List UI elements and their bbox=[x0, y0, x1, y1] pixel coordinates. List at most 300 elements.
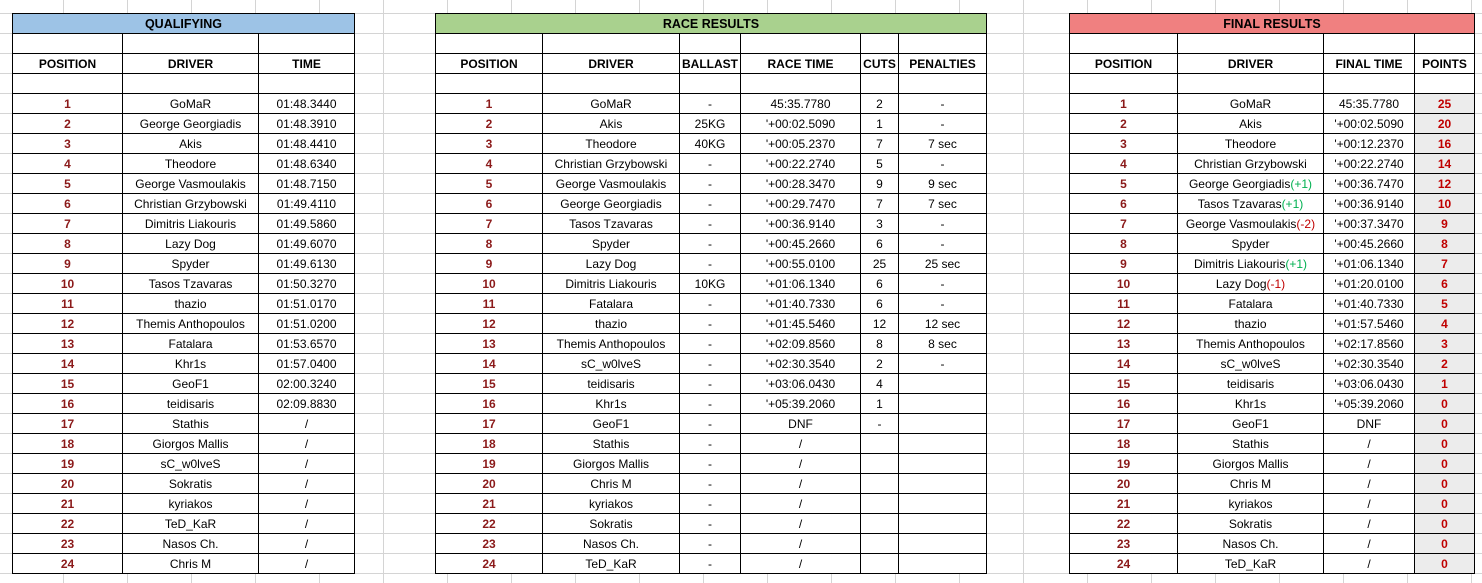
driver-cell bbox=[1178, 474, 1324, 494]
driver-name: teidisaris bbox=[1226, 376, 1275, 391]
cuts-cell: 9 bbox=[861, 174, 899, 194]
race-row bbox=[436, 114, 987, 134]
col-header-driver: DRIVER bbox=[123, 54, 259, 74]
time-cell: 02:00.3240 bbox=[259, 374, 355, 394]
cuts-cell: 6 bbox=[861, 294, 899, 314]
driver-cell bbox=[1178, 514, 1324, 534]
driver-cell: thazio bbox=[123, 294, 259, 314]
qualifying-row bbox=[13, 334, 355, 354]
spacer-row bbox=[13, 74, 355, 94]
race-time-cell: '+00:22.2740 bbox=[741, 154, 861, 174]
position-cell: 8 bbox=[1070, 234, 1178, 254]
points-cell: 9 bbox=[1415, 214, 1475, 234]
penalties-cell: 8 sec bbox=[899, 334, 987, 354]
penalties-cell: - bbox=[899, 354, 987, 374]
time-cell: 01:49.6130 bbox=[259, 254, 355, 274]
cuts-cell: 7 bbox=[861, 134, 899, 154]
driver-cell: Themis Anthopoulos bbox=[543, 334, 680, 354]
race-time-cell: '+02:09.8560 bbox=[741, 334, 861, 354]
points-cell: 0 bbox=[1415, 414, 1475, 434]
position-cell: 9 bbox=[13, 254, 123, 274]
driver-cell: Christian Grzybowski bbox=[123, 194, 259, 214]
cuts-cell bbox=[861, 494, 899, 514]
penalties-cell: 9 sec bbox=[899, 174, 987, 194]
qualifying-row bbox=[13, 174, 355, 194]
race-time-cell: / bbox=[741, 494, 861, 514]
position-cell: 24 bbox=[436, 554, 543, 574]
final-row bbox=[1070, 434, 1475, 454]
ballast-cell: - bbox=[680, 394, 741, 414]
cuts-cell bbox=[861, 474, 899, 494]
time-cell: 01:48.6340 bbox=[259, 154, 355, 174]
cuts-cell: 1 bbox=[861, 394, 899, 414]
penalties-cell: 7 sec bbox=[899, 194, 987, 214]
driver-cell bbox=[1178, 334, 1324, 354]
driver-cell bbox=[1178, 114, 1324, 134]
cuts-cell: 4 bbox=[861, 374, 899, 394]
final-time-cell: / bbox=[1324, 454, 1415, 474]
time-cell: / bbox=[259, 514, 355, 534]
race-row bbox=[436, 534, 987, 554]
driver-cell: Nasos Ch. bbox=[123, 534, 259, 554]
driver-cell bbox=[1178, 394, 1324, 414]
penalties-cell: - bbox=[899, 114, 987, 134]
position-cell: 23 bbox=[1070, 534, 1178, 554]
final-time-cell: '+00:12.2370 bbox=[1324, 134, 1415, 154]
driver-cell bbox=[1178, 174, 1324, 194]
final-time-cell: '+02:17.8560 bbox=[1324, 334, 1415, 354]
points-cell: 0 bbox=[1415, 534, 1475, 554]
points-cell: 0 bbox=[1415, 554, 1475, 574]
time-cell: 01:48.3440 bbox=[259, 94, 355, 114]
driver-name: GeoF1 bbox=[1232, 416, 1269, 431]
time-cell: 01:53.6570 bbox=[259, 334, 355, 354]
race-row bbox=[436, 414, 987, 434]
final-row bbox=[1070, 174, 1475, 194]
final-time-cell: '+00:22.2740 bbox=[1324, 154, 1415, 174]
race-row bbox=[436, 134, 987, 154]
position-cell: 4 bbox=[436, 154, 543, 174]
driver-cell: thazio bbox=[543, 314, 680, 334]
qualifying-row bbox=[13, 154, 355, 174]
points-cell: 8 bbox=[1415, 234, 1475, 254]
final-time-cell: '+01:20.0100 bbox=[1324, 274, 1415, 294]
driver-cell: Fatalara bbox=[123, 334, 259, 354]
final-row bbox=[1070, 154, 1475, 174]
driver-cell bbox=[1178, 354, 1324, 374]
driver-cell: Nasos Ch. bbox=[543, 534, 680, 554]
position-change: (+1) bbox=[1290, 176, 1313, 191]
ballast-cell: - bbox=[680, 354, 741, 374]
position-cell: 2 bbox=[13, 114, 123, 134]
driver-name: Nasos Ch. bbox=[1222, 536, 1279, 551]
ballast-cell: - bbox=[680, 334, 741, 354]
ballast-cell: - bbox=[680, 374, 741, 394]
race-time-cell: '+01:45.5460 bbox=[741, 314, 861, 334]
spacer-row bbox=[1070, 74, 1475, 94]
position-cell: 6 bbox=[13, 194, 123, 214]
qualifying-row bbox=[13, 394, 355, 414]
final-results-table bbox=[1069, 13, 1475, 574]
driver-cell: Chris M bbox=[543, 474, 680, 494]
penalties-cell bbox=[899, 374, 987, 394]
position-cell: 13 bbox=[1070, 334, 1178, 354]
position-cell: 19 bbox=[436, 454, 543, 474]
driver-name: Themis Anthopoulos bbox=[1196, 336, 1305, 351]
final-row bbox=[1070, 494, 1475, 514]
col-header-position: POSITION bbox=[1070, 54, 1178, 74]
final-time-cell: / bbox=[1324, 434, 1415, 454]
ballast-cell: - bbox=[680, 294, 741, 314]
col-header-position: POSITION bbox=[436, 54, 543, 74]
time-cell: 01:49.5860 bbox=[259, 214, 355, 234]
qualifying-row bbox=[13, 414, 355, 434]
race-time-cell: DNF bbox=[741, 414, 861, 434]
position-cell: 14 bbox=[436, 354, 543, 374]
race-time-cell: / bbox=[741, 454, 861, 474]
driver-cell: Fatalara bbox=[543, 294, 680, 314]
driver-name: Tasos Tzavaras bbox=[1197, 196, 1282, 211]
driver-cell bbox=[1178, 414, 1324, 434]
race-time-cell: '+00:05.2370 bbox=[741, 134, 861, 154]
driver-cell: GoMaR bbox=[123, 94, 259, 114]
position-cell: 22 bbox=[436, 514, 543, 534]
final-time-cell: '+00:36.9140 bbox=[1324, 194, 1415, 214]
ballast-cell: - bbox=[680, 214, 741, 234]
position-cell: 1 bbox=[13, 94, 123, 114]
qualifying-row bbox=[13, 434, 355, 454]
driver-cell bbox=[1178, 434, 1324, 454]
final-row bbox=[1070, 214, 1475, 234]
driver-cell: Spyder bbox=[543, 234, 680, 254]
driver-name: Lazy Dog bbox=[1215, 276, 1267, 291]
race-row bbox=[436, 214, 987, 234]
cuts-cell: 6 bbox=[861, 274, 899, 294]
ballast-cell: - bbox=[680, 254, 741, 274]
penalties-cell: - bbox=[899, 274, 987, 294]
points-cell: 6 bbox=[1415, 274, 1475, 294]
cuts-cell: 8 bbox=[861, 334, 899, 354]
time-cell: 01:48.7150 bbox=[259, 174, 355, 194]
cuts-cell: - bbox=[861, 414, 899, 434]
qualifying-row bbox=[13, 354, 355, 374]
ballast-cell: 10KG bbox=[680, 274, 741, 294]
qualifying-row bbox=[13, 134, 355, 154]
driver-cell bbox=[1178, 234, 1324, 254]
points-cell: 0 bbox=[1415, 514, 1475, 534]
col-header-position: POSITION bbox=[13, 54, 123, 74]
race-time-cell: '+00:02.5090 bbox=[741, 114, 861, 134]
penalties-cell: 7 sec bbox=[899, 134, 987, 154]
cuts-cell: 2 bbox=[861, 94, 899, 114]
points-cell: 2 bbox=[1415, 354, 1475, 374]
penalties-cell bbox=[899, 474, 987, 494]
time-cell: / bbox=[259, 474, 355, 494]
position-cell: 10 bbox=[1070, 274, 1178, 294]
final-row bbox=[1070, 454, 1475, 474]
position-cell: 21 bbox=[1070, 494, 1178, 514]
cuts-cell bbox=[861, 554, 899, 574]
race-row bbox=[436, 314, 987, 334]
driver-cell: Akis bbox=[123, 134, 259, 154]
driver-cell: Lazy Dog bbox=[123, 234, 259, 254]
time-cell: 01:48.4410 bbox=[259, 134, 355, 154]
race-row bbox=[436, 334, 987, 354]
race-row bbox=[436, 454, 987, 474]
qualifying-row bbox=[13, 314, 355, 334]
driver-cell: Themis Anthopoulos bbox=[123, 314, 259, 334]
final-row bbox=[1070, 234, 1475, 254]
penalties-cell: - bbox=[899, 234, 987, 254]
driver-name: George Georgiadis bbox=[1188, 176, 1291, 191]
driver-cell: kyriakos bbox=[543, 494, 680, 514]
driver-cell bbox=[1178, 314, 1324, 334]
race-results-title: RACE RESULTS bbox=[436, 14, 987, 34]
final-time-cell: / bbox=[1324, 534, 1415, 554]
driver-cell bbox=[1178, 274, 1324, 294]
driver-name: Spyder bbox=[1231, 236, 1270, 251]
final-time-cell: '+00:36.7470 bbox=[1324, 174, 1415, 194]
position-cell: 19 bbox=[1070, 454, 1178, 474]
race-time-cell: '+05:39.2060 bbox=[741, 394, 861, 414]
driver-cell: Spyder bbox=[123, 254, 259, 274]
qualifying-row bbox=[13, 234, 355, 254]
points-cell: 7 bbox=[1415, 254, 1475, 274]
driver-cell: teidisaris bbox=[123, 394, 259, 414]
driver-cell: Theodore bbox=[543, 134, 680, 154]
position-cell: 12 bbox=[13, 314, 123, 334]
driver-cell: Tasos Tzavaras bbox=[123, 274, 259, 294]
points-cell: 25 bbox=[1415, 94, 1475, 114]
position-cell: 10 bbox=[436, 274, 543, 294]
driver-cell: Dimitris Liakouris bbox=[543, 274, 680, 294]
driver-cell: Sokratis bbox=[543, 514, 680, 534]
points-cell: 12 bbox=[1415, 174, 1475, 194]
penalties-cell: 25 sec bbox=[899, 254, 987, 274]
position-cell: 18 bbox=[436, 434, 543, 454]
spacer-row bbox=[436, 74, 987, 94]
points-cell: 4 bbox=[1415, 314, 1475, 334]
race-row bbox=[436, 554, 987, 574]
race-time-cell: '+00:45.2660 bbox=[741, 234, 861, 254]
qualifying-table bbox=[12, 13, 355, 574]
driver-cell: George Vasmoulakis bbox=[123, 174, 259, 194]
final-row bbox=[1070, 414, 1475, 434]
position-cell: 20 bbox=[1070, 474, 1178, 494]
driver-cell: Khr1s bbox=[543, 394, 680, 414]
position-cell: 7 bbox=[1070, 214, 1178, 234]
race-time-cell: '+00:55.0100 bbox=[741, 254, 861, 274]
position-cell: 23 bbox=[13, 534, 123, 554]
position-cell: 15 bbox=[13, 374, 123, 394]
col-header-cuts: CUTS bbox=[861, 54, 899, 74]
final-time-cell: '+00:45.2660 bbox=[1324, 234, 1415, 254]
race-time-cell: '+00:28.3470 bbox=[741, 174, 861, 194]
driver-cell: Stathis bbox=[123, 414, 259, 434]
col-header-time: TIME bbox=[259, 54, 355, 74]
race-time-cell: '+03:06.0430 bbox=[741, 374, 861, 394]
race-time-cell: / bbox=[741, 534, 861, 554]
position-cell: 3 bbox=[436, 134, 543, 154]
final-row bbox=[1070, 334, 1475, 354]
race-row bbox=[436, 474, 987, 494]
driver-name: TeD_KaR bbox=[1224, 556, 1277, 571]
position-cell: 15 bbox=[436, 374, 543, 394]
points-cell: 0 bbox=[1415, 394, 1475, 414]
points-cell: 3 bbox=[1415, 334, 1475, 354]
position-cell: 13 bbox=[436, 334, 543, 354]
position-cell: 24 bbox=[1070, 554, 1178, 574]
spacer-row bbox=[436, 34, 987, 54]
driver-cell: Chris M bbox=[123, 554, 259, 574]
col-header-penalties: PENALTIES bbox=[899, 54, 987, 74]
driver-name: Khr1s bbox=[1234, 396, 1267, 411]
ballast-cell: - bbox=[680, 174, 741, 194]
final-time-cell: '+05:39.2060 bbox=[1324, 394, 1415, 414]
ballast-cell: - bbox=[680, 494, 741, 514]
driver-cell: Tasos Tzavaras bbox=[543, 214, 680, 234]
points-cell: 14 bbox=[1415, 154, 1475, 174]
qualifying-row bbox=[13, 534, 355, 554]
position-cell: 5 bbox=[13, 174, 123, 194]
points-cell: 5 bbox=[1415, 294, 1475, 314]
ballast-cell: - bbox=[680, 314, 741, 334]
race-row bbox=[436, 274, 987, 294]
time-cell: 01:49.6070 bbox=[259, 234, 355, 254]
race-row bbox=[436, 434, 987, 454]
driver-cell bbox=[1178, 154, 1324, 174]
driver-name: Fatalara bbox=[1228, 296, 1273, 311]
final-row bbox=[1070, 254, 1475, 274]
cuts-cell bbox=[861, 434, 899, 454]
race-row bbox=[436, 394, 987, 414]
position-cell: 20 bbox=[13, 474, 123, 494]
driver-cell: Christian Grzybowski bbox=[543, 154, 680, 174]
race-row bbox=[436, 94, 987, 114]
penalties-cell bbox=[899, 454, 987, 474]
final-row bbox=[1070, 134, 1475, 154]
position-cell: 19 bbox=[13, 454, 123, 474]
col-header-driver: DRIVER bbox=[543, 54, 680, 74]
driver-cell: TeD_KaR bbox=[123, 514, 259, 534]
cuts-cell: 6 bbox=[861, 234, 899, 254]
penalties-cell: - bbox=[899, 154, 987, 174]
driver-name: George Vasmoulakis bbox=[1185, 216, 1297, 231]
position-cell: 17 bbox=[1070, 414, 1178, 434]
final-time-cell: '+02:30.3540 bbox=[1324, 354, 1415, 374]
race-time-cell: / bbox=[741, 554, 861, 574]
final-time-cell: '+01:06.1340 bbox=[1324, 254, 1415, 274]
penalties-cell bbox=[899, 414, 987, 434]
ballast-cell: 25KG bbox=[680, 114, 741, 134]
time-cell: / bbox=[259, 534, 355, 554]
driver-cell: Theodore bbox=[123, 154, 259, 174]
position-cell: 6 bbox=[1070, 194, 1178, 214]
points-cell: 0 bbox=[1415, 454, 1475, 474]
points-cell: 0 bbox=[1415, 434, 1475, 454]
penalties-cell: - bbox=[899, 214, 987, 234]
qualifying-row bbox=[13, 494, 355, 514]
qualifying-row bbox=[13, 554, 355, 574]
driver-cell: Akis bbox=[543, 114, 680, 134]
driver-cell: Giorgos Mallis bbox=[123, 434, 259, 454]
driver-name: Christian Grzybowski bbox=[1194, 156, 1307, 171]
driver-cell bbox=[1178, 94, 1324, 114]
driver-cell bbox=[1178, 254, 1324, 274]
final-time-cell: '+00:37.3470 bbox=[1324, 214, 1415, 234]
final-row bbox=[1070, 374, 1475, 394]
race-row bbox=[436, 174, 987, 194]
position-change: (-1) bbox=[1266, 276, 1286, 291]
driver-name: Giorgos Mallis bbox=[1212, 456, 1289, 471]
driver-name: Stathis bbox=[1232, 436, 1269, 451]
driver-name: Theodore bbox=[1224, 136, 1277, 151]
final-row bbox=[1070, 114, 1475, 134]
position-cell: 14 bbox=[1070, 354, 1178, 374]
driver-cell: Khr1s bbox=[123, 354, 259, 374]
position-cell: 15 bbox=[1070, 374, 1178, 394]
header-row bbox=[13, 54, 355, 74]
position-change: (+1) bbox=[1281, 196, 1304, 211]
driver-cell bbox=[1178, 194, 1324, 214]
race-row bbox=[436, 374, 987, 394]
driver-name: thazio bbox=[1234, 316, 1267, 331]
penalties-cell bbox=[899, 434, 987, 454]
race-row bbox=[436, 154, 987, 174]
driver-cell bbox=[1178, 534, 1324, 554]
cuts-cell bbox=[861, 534, 899, 554]
final-time-cell: / bbox=[1324, 554, 1415, 574]
time-cell: 02:09.8830 bbox=[259, 394, 355, 414]
position-change: (-2) bbox=[1296, 216, 1316, 231]
final-row bbox=[1070, 394, 1475, 414]
driver-name: kyriakos bbox=[1228, 496, 1273, 511]
cuts-cell: 7 bbox=[861, 194, 899, 214]
final-results-title: FINAL RESULTS bbox=[1070, 14, 1475, 34]
position-cell: 12 bbox=[1070, 314, 1178, 334]
final-time-cell: '+03:06.0430 bbox=[1324, 374, 1415, 394]
position-cell: 5 bbox=[1070, 174, 1178, 194]
final-time-cell: / bbox=[1324, 494, 1415, 514]
final-row bbox=[1070, 514, 1475, 534]
driver-cell bbox=[1178, 134, 1324, 154]
final-time-cell: / bbox=[1324, 474, 1415, 494]
spacer-row bbox=[1070, 34, 1475, 54]
points-cell: 10 bbox=[1415, 194, 1475, 214]
position-cell: 2 bbox=[1070, 114, 1178, 134]
driver-cell: GoMaR bbox=[543, 94, 680, 114]
position-cell: 14 bbox=[13, 354, 123, 374]
cuts-cell: 12 bbox=[861, 314, 899, 334]
position-cell: 11 bbox=[1070, 294, 1178, 314]
penalties-cell: - bbox=[899, 94, 987, 114]
driver-cell: TeD_KaR bbox=[543, 554, 680, 574]
position-cell: 8 bbox=[436, 234, 543, 254]
header-row bbox=[1070, 54, 1475, 74]
position-cell: 22 bbox=[1070, 514, 1178, 534]
driver-cell: Dimitris Liakouris bbox=[123, 214, 259, 234]
position-cell: 18 bbox=[1070, 434, 1178, 454]
race-row bbox=[436, 254, 987, 274]
position-cell: 7 bbox=[436, 214, 543, 234]
position-cell: 16 bbox=[1070, 394, 1178, 414]
position-cell: 21 bbox=[13, 494, 123, 514]
race-time-cell: '+01:06.1340 bbox=[741, 274, 861, 294]
position-cell: 23 bbox=[436, 534, 543, 554]
time-cell: 01:48.3910 bbox=[259, 114, 355, 134]
position-cell: 11 bbox=[13, 294, 123, 314]
time-cell: / bbox=[259, 494, 355, 514]
